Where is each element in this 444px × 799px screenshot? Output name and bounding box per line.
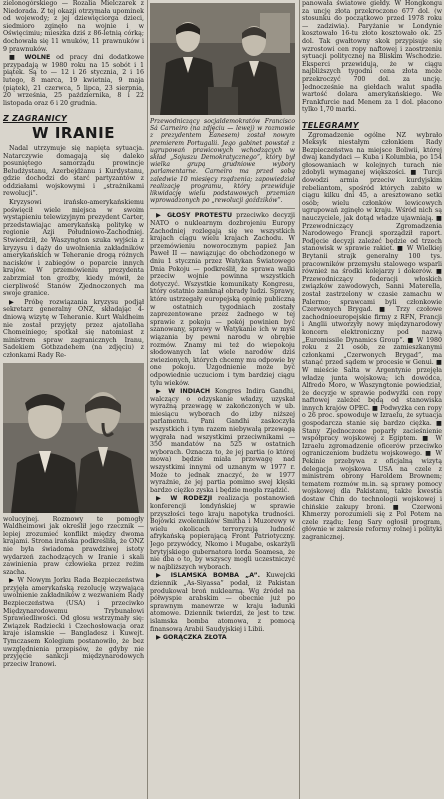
intro-paragraph: zielonogórskiego — Rozalia Mielczarek z Niedorada. Z tej okazji otrzymała upominek od wojewody; z jej dziewięciorga dzieci, siedmioro zginęło na wojnie i w Oświęcimiu; mieszka dziś z 86-letnią córką; dochowała się 11 wnuków, 11 prawnuków i 9 prawnuków.	[3, 0, 144, 53]
goraczka-paragraph	[150, 634, 295, 642]
telegrams-body: Zgromadzenie ogólne NZ wybrało Meksyk niestałym członkiem Rady Bezpieczeństwa na miejsce Boliwii, której dwaj kandydaci — Kuba i Kolumbia, po 154 głosowaniach w kolejnych turach nie zdobyli wymaganej większości. ■ Turcji dowodzi armia przeciw kurdyjskim rebeliantom, spośród których zabito w ciągu kilku dni 45, a aresztowano setki osób; wielu członków lewicowych ugrupowań zginęło w kraju. Wśród nich są nauczyciele, jak dotąd władze ujawniają. ■ Przewodniczący Zgromadzenia Narodowego Francji sporządził raport. Podjęcie decyzji zależeć będzie od trzech stanowisk w sprawie rakiet. ■ W Wielkiej Brytanii strajk generalny 100 tys. pracowników przemysłu stalowego wsparli również na środki kolejarzy i dokerów. ■ Przewodniczący federacji włoskich związków zawodowych, Sanni Materella, został zastrzelony w czasie zamachu w Palermo; sprawcami byli członkowie Czerwonych Brygad. ■ Trzy czołowe zachodnioeuropejskie firmy z RFN, Francji i Anglii utworzyły nowy międzynarodowy koncern elektroniczny pod nazwą „Euromissile Dynamics Group”. ■ W 1980 roku z 21 osób, ze zamieszkanymi członkami „Czerwonych Brygad”, ma stanąć przed sądem w procesie w Genui. ■ W mieście Salta w Argentynie przejęła władzę junta wojskowa; ich dowódca, Alfredo Moro, w Waszyngtonie powiedział, że decyzje w sprawie podwyżki cen ropy naftowej zależeć będą od stanowiska innych krajów OPEC. ■ Podwyżka cen ropy o 26 proc. spowoduje w Izraelu, że sytuacja gospodarcza stanie się bardzo ciężka. ■ Stany Zjednoczone poparły zacieśnienie współpracy wojskowej z Egiptem. ■ W Izraelu zgromadzenie oficerów przeciwko ograniczeniom budżetu wojskowego. ■ W Pekinie przebywa z oficjalną wizytą delegacja wojskowa USA na czele z ministrem obrony Haroldem Brownem; tematem rozmów m.in. są sprawy pomocy wojskowej dla Pakistanu, także kwestia dostaw Chin do technologii wojskowej i chińskie zakupy broni. ■ Czerwoni Khmerzy porozumieli się z Pol Potem na czele rządu; Ieng Sary ogłosił program, głównie w zakresie reformy rolnej i polityki zagranicznej.	[302, 131, 442, 541]
iran-paragraph-4: wolucyjnej. Rozmowy te pomogły Waldheimowi jak określił jego rzecznik — lepiej zrozumieć konflikt między dwoma krajami. Strona irańska podkreśliła, że ONZ nie była świadoma prawdziwej istoty wydarzeń zachodzących w Iranie i skali zawinienia praw człowieka przez reżim szacha.	[3, 515, 144, 576]
bomba-title: ISLAMSKA BOMBA „A”.	[170, 572, 261, 580]
goraczka-lead: GORĄCZKA ZŁOTA	[162, 634, 227, 642]
iran-paragraph-5-text: W Nowym Jorku Rada Bezpieczeństwa przyjęła amerykańską rezolucję wzywającą uwolnienie zakładników z wezwaniem Rady Bezpieczeństwa (USA) i przeciwko Międzynarodowemu Trybunałowi Sprawiedliwości. Od głosu wstrzymały się: Związek Radziecki i Czechosłowacja oraz kraje islamskie — Bangladesz i Kuwejt. Tymczasem Kolegium postanowiło, że bez uwzględnienia przepisów, że gdyby nie przyjęcie sankcji międzynarodowych przeciw Iranowi.	[3, 577, 144, 668]
photo-caption: Przewodniczący socjaldemokratów Francisco Sá Carneiro (na zdjęciu — lewej) w rozmowie z prezydentem Eanesem) został nowym premierem Portugalii. Jego gabinet powstał z ugrupowań prawicowych wchodzących w skład „Sojuszu Demokratycznego”, który był wielka grupą grudniowe wybory parlamentarne. Carneiro ma przed sobą zaledwie 10 miesięcy rządzenia; zapowiedział realizację programu, który przewiduje likwidację wielu podstawowych przemian wprowadzonych po „rewolucji goździków”.	[150, 118, 295, 205]
separator	[150, 208, 295, 209]
wolne-lead: WOLNE	[24, 54, 51, 62]
column-rule	[147, 0, 148, 799]
rodezji-lead: W RODEZJI	[170, 495, 213, 503]
gold-paragraph: panowała światowe giełdy. W Hongkongu za uncję złota przekroczono 677 dol. (w stosunku do początkowo przed 1978 roku — zadziwia). Paryżanie w Londynie kosztowało 16-tu złoto kosztowało ok. 25 dol. Tak gwałtowny skok przypisuje się wzrostowi cen ropy naftowej i zaostrzeniu sytuacji politycznej na Bliskim Wschodzie. Eksperci przewidują, że w ciągu najbliższych tygodni cena złota może przekroczyć 700 dol. za uncję. Jednocześnie na giełdach walut spadła wartość dolara amerykańskiego. We Frankfurcie nad Menem za 1 dol. płacono tylko 1,70 marki.	[302, 0, 442, 114]
indiach-paragraph	[150, 388, 295, 494]
iran-paragraph-3	[3, 299, 144, 360]
wolne-paragraph	[3, 54, 144, 107]
column-rule	[299, 0, 300, 799]
photo-portugal-leaders	[150, 3, 295, 115]
triangle-icon: ▶	[156, 212, 168, 220]
iran-paragraph-3-text: Próbę rozwiązania kryzysu podjął sekretarz generalny ONZ, składając 4-dniową wizytę w Teheranie. Kurt Waldheim nie został przyjęty przez ajatollaha Chomeiniego; spotkał się natomiast z ministrem spraw zagranicznych Iranu, Sadekiem Gotbzadehem (na zdjęciu) z członkami Rady Re-	[3, 298, 144, 359]
triangle-icon: ▶	[156, 495, 171, 503]
triangle-icon: ▶	[156, 388, 169, 396]
triangle-icon: ▶	[156, 572, 171, 580]
glosy-text: przeciwko decyzji NATO o nuklearnym dozbrojeniu Europy Zachodniej rozlegają się we wszystkich krajach ciągu wielu krajach Zachodu. W przemówieniu noworocznym papież Jan Paweł II — nawiązując do obchodzonego w dniu 1 stycznia przez Watykan Światowego Dnia Pokoju — podkreślił, że sprawa walki przeciw wojnie powinna wszystkich dotyczyć. Wszystkie komunikaty Kongresu, który ostatnio zamknął obrady ludzi. Sprawy, które ustrzegały europejską opinię publiczną w ostatnich tygodniach zostały zaprezentowane przez żadnego w tej sprawie z pokoju — pokój powinien być szanowany, sprawy w Watykanie ich w myśl wiązania by pewni narodu w obrębie rozmów. Znamy mi też do wiepokoju słodowanych lat wiele narodów dziś zwiezionych, których chcemy mu odpowie by one pokoju. Uzgodnienie może być odpowiednie uczuciom i tym bardziej ciągu tylu wieków.	[150, 212, 295, 387]
rodezji-paragraph	[150, 495, 295, 571]
bomba-text: Kuwejcki dziennik „As-Siyassa” podał, iż Pakistan produkował broń nuklearną. Wg źródeł na półwyspie arabskim — obecnie już po sprawnym manewrze w kraju ładunki atomowe. Dziennik twierdzi, że jest to tzw. islamska bomba atomowa, z pomocą finansową Arabii Saudyjskiej i Libii.	[150, 572, 295, 633]
bomba-paragraph	[150, 572, 295, 633]
photo-image	[3, 363, 144, 513]
photo-image	[150, 3, 295, 115]
section-title: Z ZAGRANICY	[3, 114, 68, 124]
indiach-lead: W INDIACH	[168, 388, 211, 396]
triangle-icon: ▶	[9, 298, 25, 306]
column-left	[3, 0, 144, 799]
iran-paragraph-1: Nadal utrzymuje się napięta sytuacja. Natarczywie domagają się daleko posuniętego samorządu prowincje Beludżystanu, Azerbejdżanu i Kurdystanu, gdzie dochodzi do starć partyzantów z oddziałami wojskowymi i „strażnikami rewolucji”.	[3, 144, 144, 198]
triangle-icon: ▶	[156, 634, 163, 642]
telegrams-title: TELEGRAMY	[302, 120, 359, 130]
iran-headline: W IRANIE	[32, 123, 115, 142]
iran-paragraph-5	[3, 577, 144, 668]
iran-paragraph-2: Kryzysowi irańsko-amerykańskiemu poświęcił wiele miejsca w swoim wystąpieniu telewizyjnym prezydent Carter, przedstawiając amerykańską politykę w regionie Azji Południowo-Zachodniej. Stwierdził, że Waszyngton szuka wyjścia z kryzysu i dąży do uwolnienia zakładników amerykańskich w Teheranie drogą różnych nacisków i zabiegów o poparcie innych krajów. W przemówieniu prezydenta zabrzmiał ton groźby, kiedy mówił, że cierpliwość Stanów Zjednoczonych ma swoje granice.	[3, 199, 144, 298]
column-middle	[150, 0, 295, 799]
indiach-text: Kongres Indira Gandhi, walczący o odzyskanie władzy, uzyskał wyraźną przewagę w zakończonych w ub. miesiącu wyborach do izby niższej parlamentu. Pani Gandhi zaskoczyła wszystkich i tym razem niebywałą przewagą wygrała nad wszystkimi przeciwnikami — 350 mandatów na 525 w ostatnich wyborach. Oznacza to, że jej partia (o której mowa) będzie miała przewagę nad wszystkimi innymi od uznanym w 1977 r. Może to jednak znaczyć, że w 1977 wyraźnie, że jej partia pomimo swej klęski bardzo ciężko zyska i będzie mogła rządzić.	[150, 388, 295, 494]
bullet-icon: ■	[9, 54, 25, 62]
triangle-icon: ▶	[9, 577, 18, 585]
photo-iran-ministers	[3, 363, 144, 513]
rodezji-text: realizacja postanowień konferencji londyńskiej w sprawie przyszłości tego kraju napotyka trudności. Bojówki zwolenników Smitha i Muzorewy w wielu okolicach terroryzują ludność afrykańską popierającą Front Patriotyczny. Jego przywódcy, Nkomo i Mugabe, oskarżyli brytyjskiego gubernatora lorda Soamesa, że nie dba o to, by wszyscy mogli uczestniczyć w najbliższych wyborach.	[150, 495, 295, 571]
glosy-paragraph	[150, 212, 295, 387]
glosy-lead: GŁOSY PROTESTU	[167, 212, 233, 220]
column-right	[302, 0, 442, 799]
wolne-text: od pracy dni dodatkowe przypadają w 1980 roku na 15 sobót i 1 piątek. Są to — 12 i 26 stycznia, 2 i 16 lutego, 8 marca, 19 kwietnia, 9 maja (piątek), 21 czerwca, 5 lipca, 23 sierpnia, 20 września, 25 października, 8 i 22 listopada oraz 6 i 20 grudnia.	[3, 54, 144, 107]
